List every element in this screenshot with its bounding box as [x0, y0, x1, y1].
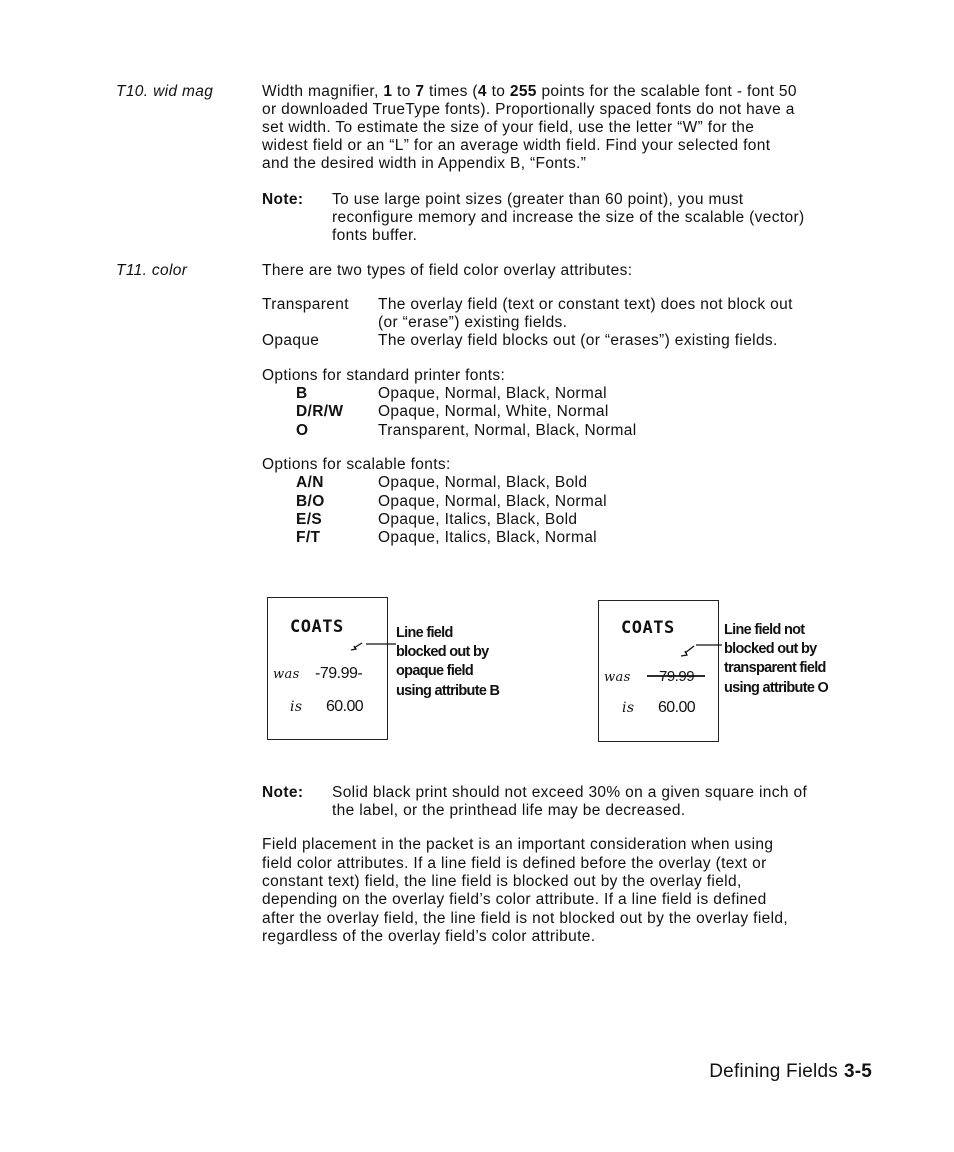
pointer-arrow-shaft [685, 646, 694, 653]
placement-line-4: depending on the overlay field’s color attribute. If a line field is defined [262, 891, 767, 908]
opaque-label: Opaque [262, 332, 320, 349]
label-new-price: 60.00 [658, 699, 696, 716]
label-title: COATS [290, 617, 344, 637]
transparent-desc-2: (or “erase”) existing fields. [378, 314, 568, 331]
note2-line-2: the label, or the printhead life may be decreased. [332, 802, 686, 819]
term-t11: T11. color [116, 262, 188, 279]
scalable-option-value: Opaque, Normal, Black, Normal [378, 493, 607, 510]
caption-line: blocked out by [724, 641, 817, 658]
caption-opaque [396, 624, 499, 701]
label-new-price: 60.00 [326, 698, 364, 715]
footer-section: Defining Fields [709, 1061, 838, 1082]
term-t10: T10. wid mag [116, 83, 214, 100]
scalable-option-value: Opaque, Normal, Black, Bold [378, 474, 588, 491]
t10-note-line-2: reconfigure memory and increase the size of the scalable (vector) [332, 209, 805, 226]
label-was-text: was [273, 667, 300, 682]
label-old-price: 79.99 [659, 668, 695, 685]
t10-note-line-1: To use large point sizes (greater than 60 point), you must [332, 191, 744, 208]
note2-label: Note: [262, 784, 304, 801]
placement-line-2: field color attributes. If a line field is defined before the overlay (text or [262, 855, 767, 872]
t10-line-1: Width magnifier, 1 to 7 times (4 to 255 points for the scalable font - font 50 [262, 83, 797, 100]
standard-options-heading: Options for standard printer fonts: [262, 367, 506, 384]
placement-line-3: constant text) field, the line field is blocked out by the overlay field, [262, 873, 742, 890]
scalable-option-key: A/N [296, 474, 324, 491]
standard-option-key: D/R/W [296, 403, 344, 420]
caption-line: Line field [396, 625, 453, 641]
t10-line-5: and the desired width in Appendix B, “Fonts.” [262, 155, 587, 172]
label-was-text: was [604, 670, 631, 685]
leader-line-left [366, 636, 400, 648]
label-is-text: is [290, 699, 303, 715]
scalable-option-key: E/S [296, 511, 323, 528]
leader-line-right [696, 637, 726, 649]
standard-option-value: Opaque, Normal, White, Normal [378, 403, 609, 420]
caption-line: using attribute O [724, 679, 829, 696]
opaque-desc: The overlay field blocks out (or “erases”) existing fields. [378, 332, 778, 349]
t10-note-label: Note: [262, 191, 304, 208]
standard-option-value: Transparent, Normal, Black, Normal [378, 422, 637, 439]
caption-line: Line field not [724, 622, 805, 638]
label-sample-opaque-art [268, 598, 387, 739]
label-sample-transparent [598, 600, 719, 742]
caption-line: transparent field [724, 660, 826, 677]
label-is-text: is [622, 700, 635, 716]
standard-option-key: O [296, 422, 309, 439]
t10-line-2: or downloaded TrueType fonts). Proportionally spaced fonts do not have a [262, 101, 795, 118]
caption-transparent [724, 621, 828, 698]
placement-line-6: regardless of the overlay field’s color attribute. [262, 928, 596, 945]
label-sample-transparent-art [599, 601, 718, 741]
caption-line: using attribute B [396, 682, 500, 699]
placement-line-5: after the overlay field, the line field is not blocked out by the overlay field, [262, 910, 789, 927]
note2-line-1: Solid black print should not exceed 30% on a given square inch of [332, 784, 808, 801]
t11-intro: There are two types of field color overlay attributes: [262, 262, 633, 279]
t10-line-4: widest field or an “L” for an average width field. Find your selected font [262, 137, 771, 154]
placement-line-1: Field placement in the packet is an important consideration when using [262, 836, 774, 853]
page-footer [709, 1063, 872, 1081]
label-sample-opaque [267, 597, 388, 740]
label-title: COATS [621, 618, 675, 638]
standard-option-value: Opaque, Normal, Black, Normal [378, 385, 607, 402]
scalable-option-key: B/O [296, 493, 325, 510]
transparent-desc-1: The overlay field (text or constant text) does not block out [378, 296, 793, 313]
transparent-label: Transparent [262, 296, 349, 313]
scalable-options-heading: Options for scalable fonts: [262, 456, 451, 473]
t10-line-3: set width. To estimate the size of your field, use the letter “W” for the [262, 119, 755, 136]
caption-line: blocked out by [396, 644, 489, 661]
footer-page-number: 3-5 [843, 1061, 872, 1082]
scalable-option-key: F/T [296, 529, 321, 546]
label-old-price: -79.99- [315, 665, 363, 682]
caption-line: opaque field [396, 663, 473, 680]
scalable-option-value: Opaque, Italics, Black, Bold [378, 511, 578, 528]
standard-option-key: B [296, 385, 308, 402]
pointer-arrow-head [681, 651, 687, 656]
scalable-option-value: Opaque, Italics, Black, Normal [378, 529, 597, 546]
t10-note-line-3: fonts buffer. [332, 227, 418, 244]
